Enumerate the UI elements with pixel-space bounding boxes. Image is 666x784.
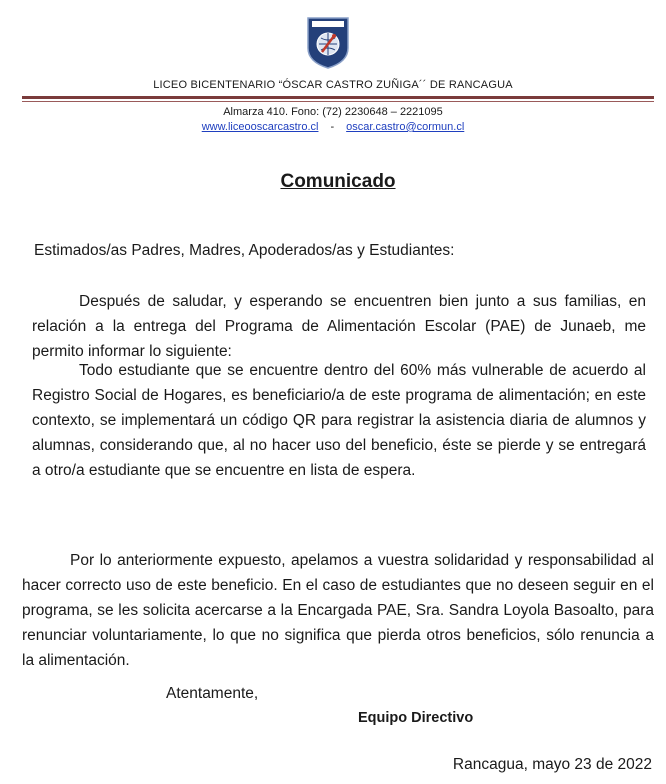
closing: Atentamente, (166, 685, 259, 702)
greeting: Estimados/as Padres, Madres, Apoderados/as y Estudiantes: (34, 242, 455, 259)
paragraph-2: Todo estudiante que se encuentre dentro del 60% más vulnerable de acuerdo al Registro Social de Hogares, es beneficiario/a de este programa de alimentación; en este contexto, se implementará un código QR para registrar la asistencia diaria de alumnos y alumnas, considerando que, al no hacer uso del beneficio, éste se pierde y se entregará a otro/a estudiante que se encuentre en lista de espera. (32, 362, 646, 479)
address-phone: Almarza 410. Fono: (72) 2230648 – 2221095 (223, 106, 443, 118)
separator: - (330, 121, 335, 133)
paragraph-3: Por lo anteriormente expuesto, apelamos a vuestra solidaridad y responsabilidad al hacer correcto uso de este beneficio. En el caso de estudiantes que no deseen seguir en el programa, se les solicita acercarse a la Encargada PAE, Sra. Sandra Loyola Basoalto, para renunciar voluntariamente, lo que no significa que pierda otros beneficios, sólo renuncia a la alimentación. (22, 552, 654, 669)
signature: Equipo Directivo (358, 710, 474, 726)
contact-info (0, 105, 666, 135)
school-name: LICEO BICENTENARIO “ÓSCAR CASTRO ZUÑIGA´´ DE RANCAGUA (153, 79, 513, 91)
school-logo (306, 16, 350, 70)
page-title: Comunicado (280, 171, 396, 192)
header-divider-thin (22, 101, 654, 102)
paragraph-1: Después de saludar, y esperando se encuentren bien junto a sus familias, en relación a la entrega del Programa de Alimentación Escolar (PAE) de Junaeb, me permito informar lo siguiente: (32, 293, 646, 360)
email-link[interactable]: oscar.castro@cormun.cl (346, 121, 465, 133)
header-divider (22, 96, 654, 99)
place-date: Rancagua, mayo 23 de 2022 (452, 756, 652, 773)
website-link[interactable]: www.liceooscarcastro.cl (201, 121, 319, 133)
